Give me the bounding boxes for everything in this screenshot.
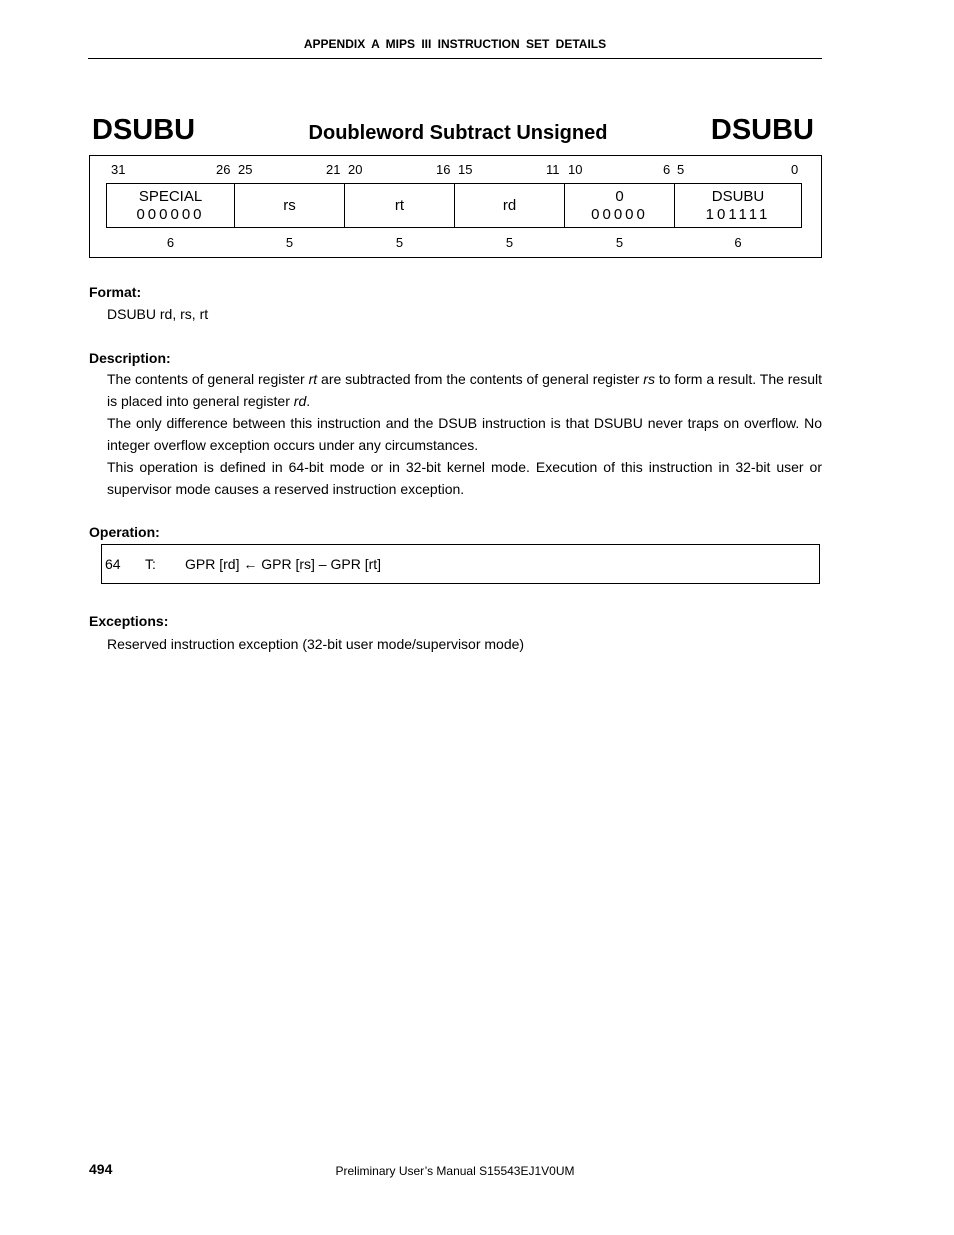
description-heading: Description: [89, 350, 171, 366]
field-bits: 000000 [136, 205, 205, 223]
bit-number: 16 [436, 162, 451, 177]
field-width: 5 [395, 235, 404, 250]
field-bits: 00000 [591, 205, 648, 223]
description-paragraph-3: This operation is defined in 64-bit mode or in 32-bit kernel mode. Execution of this instruction in 32-bit user or supervisor mode causes a reserved instruction exception. [107, 459, 822, 497]
field-width: 5 [615, 235, 624, 250]
field-zero [564, 183, 675, 228]
bit-number: 11 [546, 162, 560, 177]
running-header: APPENDIX A MIPS III INSTRUCTION SET DETAILS [303, 37, 607, 51]
description-paragraph-1 [107, 368, 822, 412]
operation-cycle: T: [145, 556, 156, 572]
description-paragraph-2: The only difference between this instruction and the DSUB instruction is that DSUBU never traps on overflow. No integer overflow exception occurs under any circumstances. [107, 415, 822, 453]
field-special [106, 183, 235, 228]
mnemonic-left: DSUBU [92, 114, 196, 146]
format-syntax: DSUBU rd, rs, rt [107, 306, 209, 322]
exceptions-heading: Exceptions: [89, 613, 169, 629]
text-run: . [306, 393, 311, 409]
field-name: rs [283, 196, 296, 214]
bit-number: 15 [458, 162, 473, 177]
field-name: rd [502, 196, 517, 214]
bit-number: 5 [677, 162, 685, 177]
exceptions-text: Reserved instruction exception (32-bit user mode/supervisor mode) [107, 636, 525, 652]
field-width: 5 [285, 235, 294, 250]
bit-number: 31 [111, 162, 126, 177]
field-name: DSUBU [711, 187, 765, 205]
bit-number: 10 [568, 162, 583, 177]
bit-number: 6 [663, 162, 671, 177]
instruction-title: Doubleword Subtract Unsigned [308, 122, 608, 144]
format-heading: Format: [89, 284, 142, 300]
text-run: are subtracted from the contents of general register [317, 371, 644, 387]
bit-number: 26 [216, 162, 231, 177]
operation-mode: 64 [105, 556, 121, 572]
register-rd: rd [293, 393, 307, 409]
field-name: rt [394, 196, 405, 214]
page-number: 494 [89, 1161, 113, 1177]
field-bits: 101111 [705, 205, 771, 223]
header-rule [88, 58, 822, 59]
field-width: 5 [505, 235, 514, 250]
bit-number: 20 [348, 162, 363, 177]
text-run: to form a result. The result is placed into general register [107, 371, 823, 409]
field-dsubu [674, 183, 802, 228]
field-width: 6 [734, 235, 742, 250]
field-name: 0 [615, 187, 624, 205]
field-rs [234, 183, 345, 228]
register-rt: rt [308, 371, 318, 387]
bit-number: 21 [326, 162, 341, 177]
operation-expression: GPR [rd] ← GPR [rs] – GPR [rt] [185, 556, 382, 572]
bit-number: 0 [791, 162, 799, 177]
field-rd [454, 183, 565, 228]
register-rs: rs [643, 371, 655, 387]
bit-number: 25 [238, 162, 253, 177]
field-name: SPECIAL [138, 187, 203, 205]
field-rt [344, 183, 455, 228]
mnemonic-right: DSUBU [710, 114, 814, 146]
manual-id: Preliminary User’s Manual S15543EJ1V0UM [335, 1164, 575, 1178]
operation-heading: Operation: [89, 524, 160, 540]
field-width: 6 [166, 235, 175, 250]
text-run: The contents of general register [107, 371, 309, 387]
